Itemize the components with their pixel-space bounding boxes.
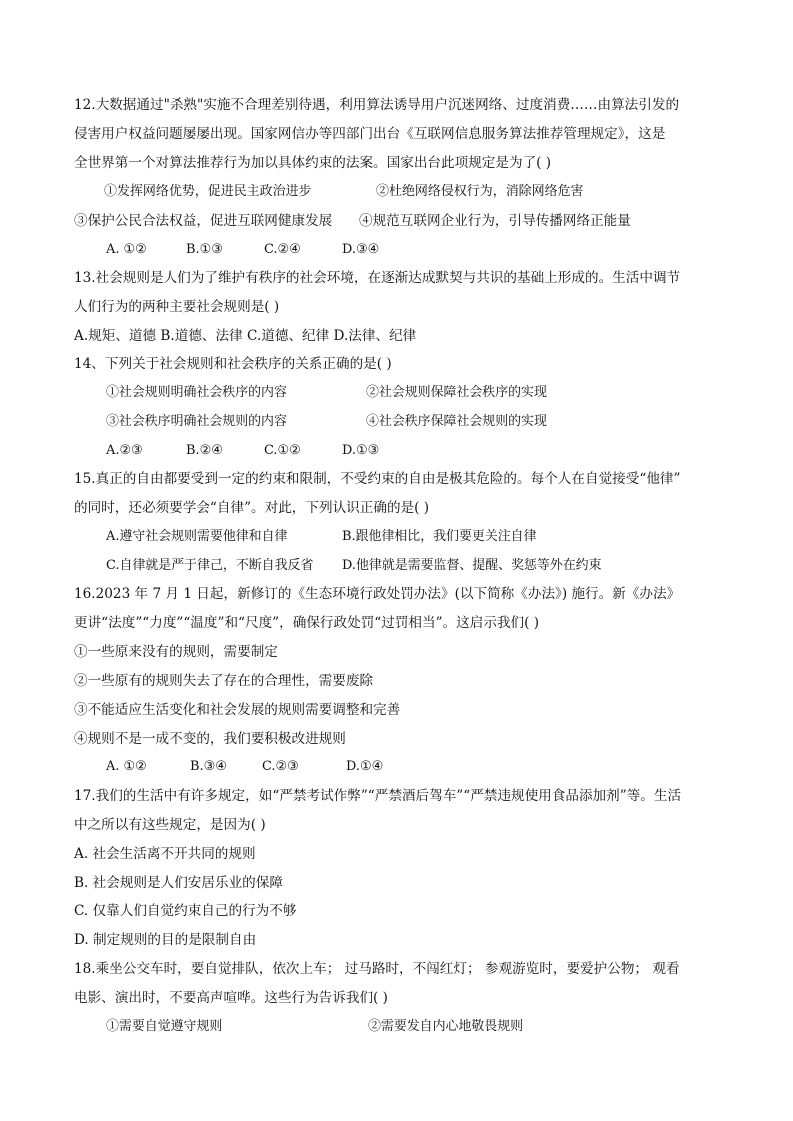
q12-stem-line-3: 全世界第一个对算法推荐行为加以具体约束的法案。国家出台此项规定是为了( )	[74, 155, 552, 171]
q15-options-row-1	[106, 527, 756, 547]
q18-stem-line-2: 电影、演出时，不要高声喧哗。这些行为告诉我们( )	[74, 990, 388, 1006]
q15-stem-line-2: 的同时，还必须要学会“自律”。对此，下列认识正确的是( )	[74, 500, 430, 516]
q12-statement-3: ③保护公民合法权益，促进互联网健康发展	[74, 213, 333, 229]
q16-option-a: A. ①②	[106, 759, 147, 774]
q18-statement-1: ①需要自觉遵守规则	[106, 1019, 223, 1034]
q18-stem-line-1: 18.乘坐公交车时，要自觉排队，依次上车； 过马路时，不闯红灯； 参观游览时，要爱护公物； 观看	[74, 961, 680, 977]
q12-option-c: C.②④	[264, 242, 301, 257]
q15-option-c: C.自律就是严于律己，不断自我反省	[106, 558, 314, 573]
q17-option-b: B. 社会规则是人们安居乐业的保障	[74, 875, 283, 891]
q14-statements-row-2	[106, 412, 756, 432]
q12-statement-1: ①发挥网络优势，促进民主政治进步	[104, 184, 312, 199]
q16-option-b: B.③④	[190, 759, 227, 774]
q13-stem-line-2: 人们行为的两种主要社会规则是( )	[74, 299, 280, 315]
q16-stem-line-2: 更讲“法度”“力度”“温度”和“尺度”，确保行政处罚“过罚相当”。这启示我们( )	[74, 615, 540, 631]
q15-option-a: A.遵守社会规则需要他律和自律	[106, 529, 288, 544]
q12-stem-line-1: 12.大数据通过"杀熟"实施不合理差别待遇，利用算法诱导用户沉迷网络、过度消费……由算法引发的	[74, 97, 680, 113]
q16-stem-line-1: 16.2023 年 7 月 1 日起，新修订的《生态环境行政处罚办法》(以下简称《办法》) 施行。新《办法》	[74, 586, 681, 602]
q14-option-b: B.②④	[186, 443, 223, 458]
q16-statement-2: ②一些原有的规则失去了存在的合理性，需要废除	[74, 673, 374, 689]
q12-option-a: A. ①②	[106, 242, 147, 257]
q14-option-d: D.①③	[342, 443, 380, 458]
q14-option-c: C.①②	[264, 443, 301, 458]
q14-statements-row-1	[106, 383, 756, 403]
q15-stem-line-1: 15.真正的自由都要受到一定的约束和限制，不受约束的自由是极其危险的。每个人在自觉接受“他律”	[74, 471, 681, 487]
q17-option-d: D. 制定规则的目的是限制自由	[74, 932, 257, 948]
q12-statements-row-2	[74, 211, 724, 231]
q16-statement-4: ④规则不是一成不变的，我们要积极改进规则	[74, 731, 346, 747]
q15-options-row-2	[106, 556, 756, 576]
q14-stem: 14、下列关于社会规则和社会秩序的关系正确的是( )	[74, 356, 392, 372]
q17-stem-line-2: 中之所以有这些规定，是因为( )	[74, 817, 266, 833]
q12-option-d: D.③④	[342, 242, 380, 257]
q16-option-c: C.②③	[262, 759, 299, 774]
q17-option-c: C. 仅靠人们自觉约束自己的行为不够	[74, 903, 297, 919]
q15-option-d: D.他律就是需要监督、提醒、奖惩等外在约束	[342, 558, 602, 573]
q16-option-d: D.①④	[346, 759, 384, 774]
q14-statement-2: ②社会规则保障社会秩序的实现	[366, 385, 547, 400]
q14-option-a: A.②③	[106, 443, 143, 458]
q12-statement-2: ②杜绝网络侵权行为，消除网络危害	[376, 184, 584, 199]
q18-statement-2: ②需要发自内心地敬畏规则	[368, 1019, 524, 1034]
q15-option-b: B.跟他律相比，我们要更关注自律	[342, 529, 537, 544]
q17-stem-line-1: 17.我们的生活中有许多规定，如“严禁考试作弊”“严禁酒后驾车”“严禁违规使用食品添加剂”等。生活	[74, 788, 682, 804]
q12-option-b: B.①③	[186, 242, 223, 257]
q13-stem-line-1: 13.社会规则是人们为了维护有秩序的社会环境，在逐渐达成默契与共识的基础上形成的。生活中调节	[74, 270, 681, 286]
q14-statement-3: ③社会秩序明确社会规则的内容	[106, 414, 287, 429]
q16-statement-1: ①一些原来没有的规则，需要制定	[74, 644, 278, 660]
q14-statement-4: ④社会秩序保障社会规则的实现	[366, 414, 547, 429]
q16-statement-3: ③不能适应生活变化和社会发展的规则需要调整和完善	[74, 702, 401, 718]
q18-statements-row-1	[106, 1017, 756, 1037]
q13-options: A.规矩、道德 B.道德、法律 C.道德、纪律 D.法律、纪律	[74, 328, 417, 344]
q12-statements-row-1	[104, 182, 754, 202]
q17-option-a: A. 社会生活离不开共同的规则	[74, 846, 256, 862]
q14-statement-1: ①社会规则明确社会秩序的内容	[106, 385, 287, 400]
q12-stem-line-2: 侵害用户权益问题屡屡出现。国家网信办等四部门出台《互联网信息服务算法推荐管理规定》，这是	[74, 126, 666, 142]
q12-statement-4: ④规范互联网企业行为，引导传播网络正能量	[359, 213, 631, 229]
